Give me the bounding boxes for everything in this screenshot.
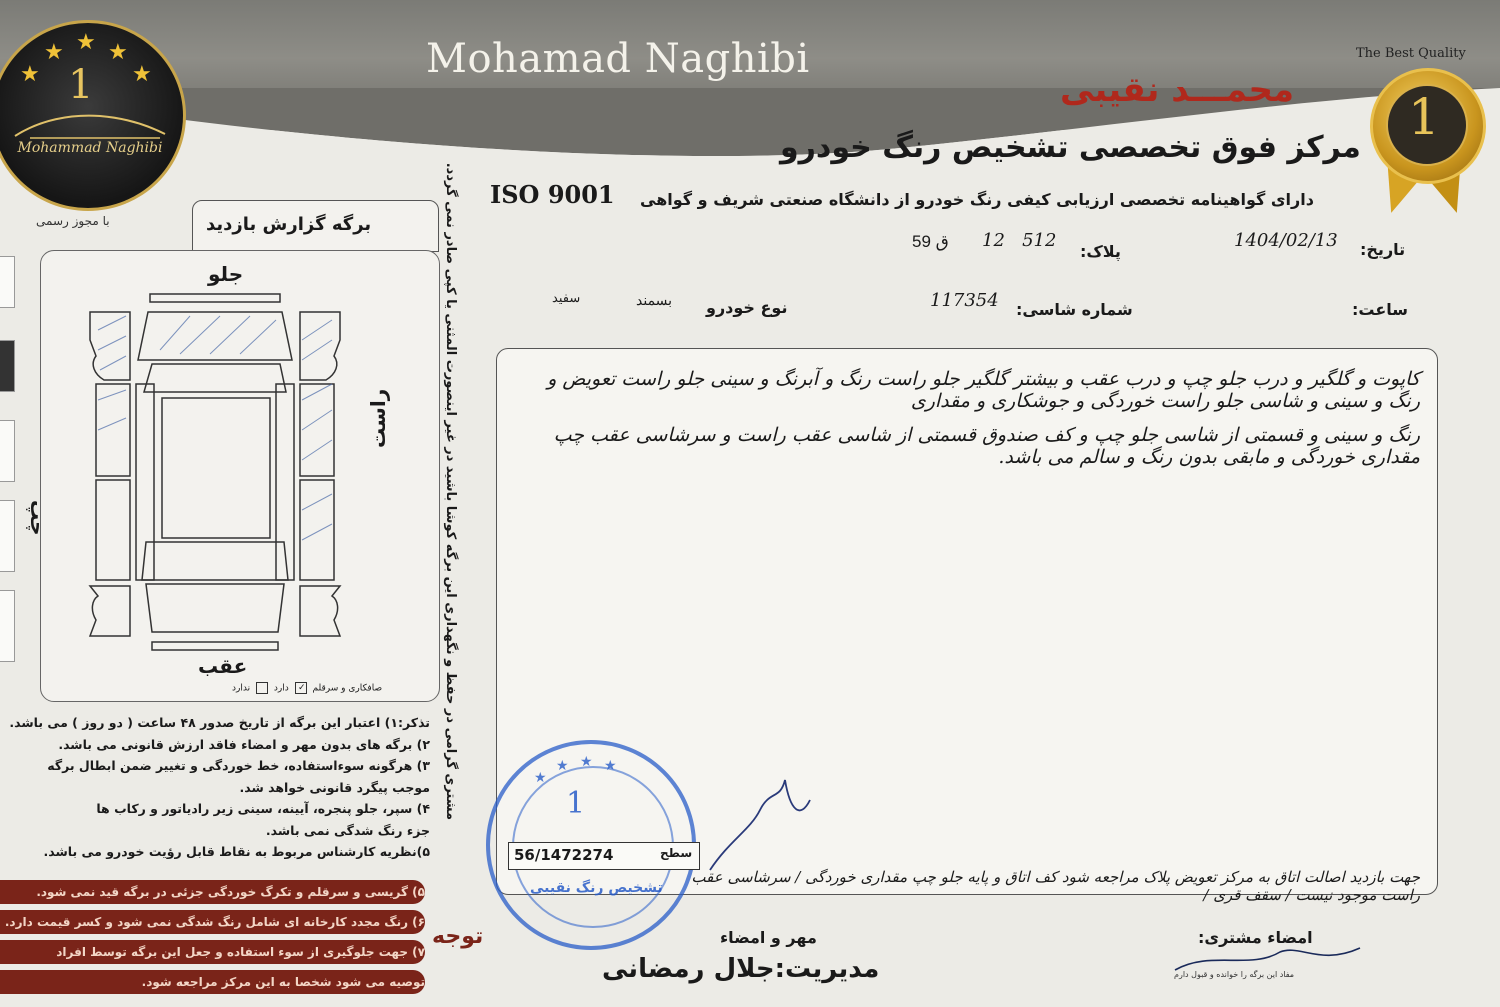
note-item: جزء رنگ شدگی نمی باشد. bbox=[265, 822, 430, 838]
note-item: تذکر:۱) اعتبار این برگه از تاریخ صدور ۴۸ ساعت ( دو روز ) می باشد. bbox=[9, 715, 430, 730]
chassis-label: شماره شاسی: bbox=[1016, 300, 1133, 319]
medal-number: 1 bbox=[1408, 88, 1440, 146]
customer-sign-label: امضاء مشتری: bbox=[1198, 928, 1313, 947]
plate-letter: ق 59 bbox=[912, 232, 949, 251]
best-quality-label: The Best Quality bbox=[1356, 46, 1466, 61]
vehicle-type-value: بسمند bbox=[636, 292, 673, 308]
star-icon: ★ bbox=[108, 40, 128, 65]
note-item: ۵)نظریه کارشناس مربوط به نقاط قابل رؤیت خودرو می باشد. bbox=[43, 844, 430, 859]
star-icon: ★ bbox=[44, 40, 64, 65]
brand-name-english: Mohamad Naghibi bbox=[426, 36, 810, 82]
center-title: مرکز فوق تخصصی تشخیص رنگ خودرو bbox=[780, 130, 1361, 165]
note-item: موجب پیگرد قانونی خواهد شد. bbox=[239, 779, 430, 795]
official-license-label: با مجوز رسمی bbox=[36, 214, 110, 228]
customer-fine-print: مفاد این برگه را خوانده و قبول دارم bbox=[1174, 970, 1295, 979]
plate-value: 12 512 bbox=[982, 230, 1057, 251]
stamp-number: 1 bbox=[566, 786, 586, 821]
iso-label: ISO 9001 bbox=[490, 180, 615, 209]
date-label: تاریخ: bbox=[1360, 240, 1406, 259]
side-tab bbox=[0, 500, 15, 572]
star-icon: ★ bbox=[20, 62, 40, 87]
star-icon: ★ bbox=[534, 770, 547, 786]
owner-name-persian: محمـــد نقیبی bbox=[1060, 70, 1295, 110]
report-card-title: برگه گزارش بازدید bbox=[206, 214, 372, 235]
logo-name: Mohammad Naghibi bbox=[17, 140, 163, 156]
side-tab bbox=[0, 420, 15, 482]
chassis-value: 117354 bbox=[930, 290, 999, 311]
rear-label: عقب bbox=[198, 654, 248, 678]
serial-value: 56/1472274 bbox=[514, 846, 614, 864]
legend-has: دارد bbox=[273, 683, 289, 694]
star-icon: ★ bbox=[556, 758, 569, 774]
time-label: ساعت: bbox=[1352, 300, 1409, 319]
diagram-legend bbox=[232, 682, 382, 694]
seal-sign-label: مهر و امضاء bbox=[720, 928, 817, 947]
logo-number: 1 bbox=[68, 62, 94, 108]
notes-list bbox=[0, 712, 430, 863]
signature-scribble bbox=[700, 770, 820, 880]
checkbox-not bbox=[256, 682, 268, 694]
report-line: کاپوت و گلگیر و درب جلو چپ و درب عقب و بیشتر گلگیر جلو راست رنگ و آبرنگ و سینی جلو راست تعویض و رنگ و سینی و شاسی جلو راست خوردگی و جوشکاری و مقداری bbox=[547, 368, 1420, 412]
warning-item: ۶) رنگ مجدد کارخانه ای شامل رنگ شدگی نمی شود و کسر قیمت دارد. bbox=[0, 910, 425, 934]
serial-label: سطح bbox=[660, 846, 693, 860]
star-icon: ★ bbox=[76, 30, 96, 55]
side-tab bbox=[0, 256, 15, 308]
legend-not: ندارد bbox=[232, 683, 251, 694]
star-icon: ★ bbox=[580, 754, 593, 770]
car-body-diagram bbox=[70, 280, 370, 660]
left-label: چپ bbox=[26, 500, 50, 536]
attention-label: توجه bbox=[432, 924, 484, 949]
warning-item: ۷) جهت جلوگیری از سوء استفاده و جعل این برگه توسط افراد bbox=[0, 940, 425, 964]
front-label: جلو bbox=[208, 262, 244, 286]
manager-name: مدیریت:جلال رمضانی bbox=[602, 954, 880, 984]
vertical-note: مشتری گرامی در حفظ و نگهداری این برگه کوشا باشید در غیر اینصورت المثنی یا کپی صادر نمی گردد. bbox=[443, 162, 458, 820]
report-line: رنگ و سینی و قسمتی از شاسی جلو چپ و کف صندوق قسمتی از شاسی عقب راست و سرشاسی عقب چپ مقداری خوردگی و مابقی بدون رنگ و سالم می باشد. bbox=[553, 424, 1420, 468]
stamp-text: تشخیص رنگ نقیبی bbox=[530, 880, 663, 896]
note-item: ۲) برگه های بدون مهر و امضاء فاقد ارزش قانونی می باشد. bbox=[58, 736, 430, 752]
right-label: راست bbox=[366, 388, 390, 448]
car-silhouette-icon bbox=[10, 108, 170, 142]
side-tab bbox=[0, 340, 15, 392]
date-value: 1404/02/13 bbox=[1234, 230, 1338, 251]
warning-item: توصیه می شود شخصا به این مرکز مراجعه شود. bbox=[0, 970, 425, 994]
star-icon: ★ bbox=[604, 758, 617, 774]
note-item: ۳) هرگونه سوءاستفاده، خط خوردگی و تغییر ضمن ابطال برگه bbox=[47, 758, 430, 773]
warning-item: ۵) گریسی و سرقلم و تکرگ خوردگی جزئی در برگه قید نمی شود. bbox=[0, 880, 425, 904]
plate-label: پلاک: bbox=[1080, 242, 1121, 261]
checkbox-has: ✓ bbox=[295, 682, 307, 694]
report-footnote: جهت بازدید اصالت اتاق به مرکز تعویض پلاک مراجعه شود کف اتاق و پایه جلو چپ مقداری خوردگی / سرشاسی عقب راست موجود نیست / سقف قری / bbox=[691, 868, 1420, 904]
vehicle-color-value: سفید bbox=[552, 290, 581, 305]
side-tab bbox=[0, 590, 15, 662]
note-item: ۴) سپر، جلو پنجره، آیینه، سینی زیر رادیاتور و رکاب ها bbox=[96, 801, 430, 816]
star-icon: ★ bbox=[132, 62, 152, 87]
legend-scratch: صافکاری و سرقلم bbox=[312, 683, 383, 694]
certificate-line: دارای گواهینامه تخصصی ارزیابی کیفی رنگ خودرو از دانشگاه صنعتی شریف و گواهی bbox=[640, 190, 1314, 209]
vehicle-type-label: نوع خودرو bbox=[706, 298, 788, 317]
